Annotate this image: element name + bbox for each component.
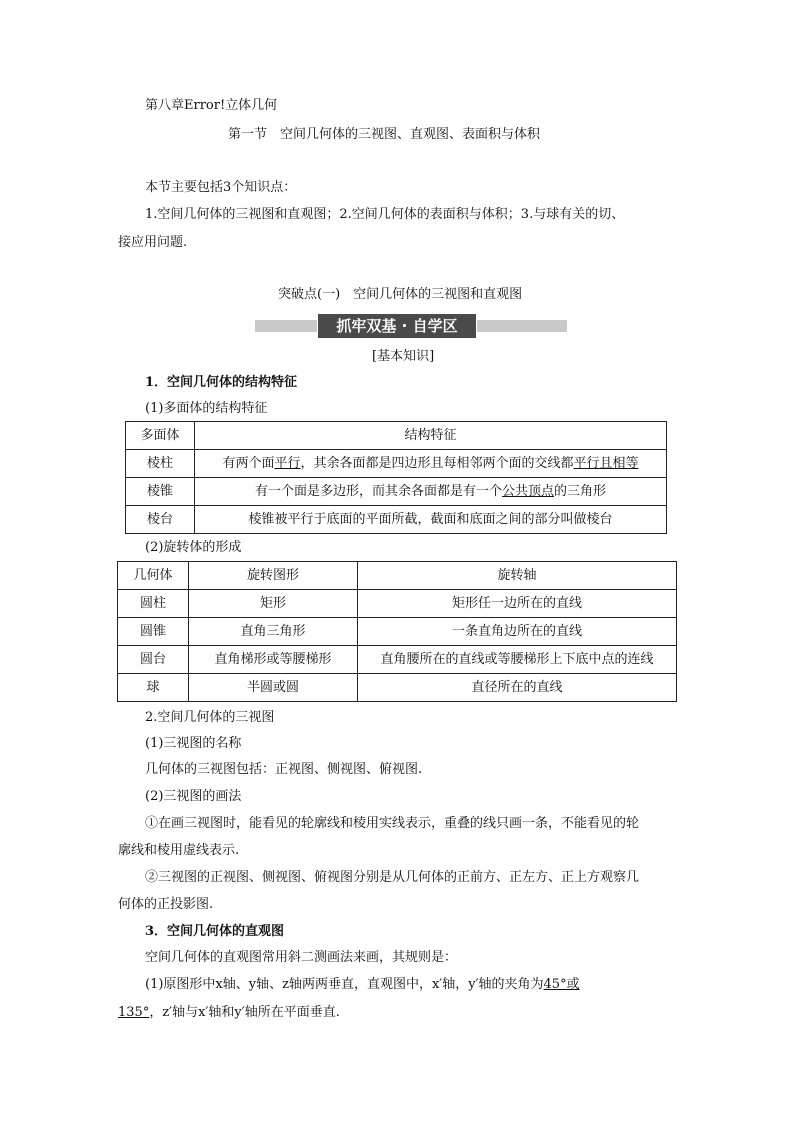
drawing-rule2-line2: 何体的正投影图. [118,897,214,912]
table-header-row [126,422,667,450]
heading-three-views: 2.空间几何体的三视图 [145,710,275,725]
table-cell: 球 [118,674,189,702]
feature-text: 有一个面是多边形，而其余各面都是有一个 [254,484,502,499]
table-header-cell: 结构特征 [195,422,667,450]
table-header-cell: 旋转图形 [189,562,358,590]
intro-points-line2: 接应用问题. [118,235,188,250]
table-cell-feature [195,478,667,506]
intuitive-rule1-line2 [118,1001,340,1020]
feature-underlined-text: 平行 [274,456,301,471]
polyhedron-table [125,421,667,534]
feature-text: 的三角形 [554,484,607,499]
three-view-names-text: 几何体的三视图包括：正视图、侧视图、俯视图. [145,762,423,777]
table-row [126,506,667,534]
intuitive-view-text: 空间几何体的直观图常用斜二测画法来画，其规则是： [145,950,458,965]
heading-intuitive-view: 3．空间几何体的直观图 [145,924,285,939]
table-cell-name: 棱柱 [126,450,195,478]
table-cell-name: 棱锥 [126,478,195,506]
rule-text: (1)原图形中x轴、y轴、z轴两两垂直，直观图中，x′轴，y′轴的夹角为 [145,977,544,992]
intro-points-line1: 1.空间几何体的三视图和直观图；2.空间几何体的表面积与体积；3.与球有关的切、 [145,207,625,222]
table-cell: 矩形 [189,590,358,618]
chapter-heading: 第八章Error!立体几何 [145,98,278,113]
subheading-polyhedron: (1)多面体的结构特征 [145,401,268,416]
table-row [126,478,667,506]
heading-structure: 1．空间几何体的结构特征 [145,375,298,390]
table-cell: 矩形任一边所在的直线 [358,590,677,618]
table-row [118,590,677,618]
rule-underlined-angle: 135° [118,1005,150,1020]
table-row [126,450,667,478]
feature-underlined-text: 平行且相等 [573,456,639,471]
table-cell: 圆锥 [118,618,189,646]
rule-text: ，z′轴与x′轴和y′轴所在平面垂直. [149,1005,340,1020]
table-cell: 圆柱 [118,590,189,618]
table-row [118,618,677,646]
table-cell: 圆台 [118,646,189,674]
table-cell: 直角三角形 [189,618,358,646]
drawing-rule2-line1: ②三视图的正视图、侧视图、俯视图分别是从几何体的正前方、正左方、正上方观察几 [145,870,640,885]
banner-left-bar [255,320,317,332]
feature-underlined-text: 公共顶点 [501,484,554,499]
drawing-rule1-line2: 廓线和棱用虚线表示. [118,843,240,858]
table-cell: 半圆或圆 [189,674,358,702]
subheading-three-view-names: (1)三视图的名称 [145,736,242,751]
subheading-three-view-drawing: (2)三视图的画法 [145,789,242,804]
breakthrough-title: 突破点(一) 空间几何体的三视图和直观图 [278,287,523,302]
feature-text: 有两个面 [222,456,275,471]
banner-right-bar [477,320,567,332]
section-title: 第一节 空间几何体的三视图、直观图、表面积与体积 [228,127,541,142]
subheading-rotation: (2)旋转体的形成 [145,540,242,555]
table-header-row [118,562,677,590]
table-header-cell: 旋转轴 [358,562,677,590]
table-header-cell: 几何体 [118,562,189,590]
intro-lead: 本节主要包括3个知识点： [145,180,297,195]
rule-underlined-angle: 45°或 [543,977,580,992]
table-header-cell: 多面体 [126,422,195,450]
table-cell: 一条直角边所在的直线 [358,618,677,646]
table-cell-name: 棱台 [126,506,195,534]
intuitive-rule1-line1 [145,973,580,992]
banner-self-study: 抓牢双基 · 自学区 [318,314,476,338]
feature-text: ，其余各面都是四边形且每相邻两个面的交线都 [300,456,574,471]
table-cell: 直角腰所在的直线或等腰梯形上下底中点的连线 [358,646,677,674]
table-row [118,646,677,674]
table-cell-feature [195,450,667,478]
drawing-rule1-line1: ①在画三视图时，能看见的轮廓线和棱用实线表示，重叠的线只画一条，不能看见的轮 [145,816,640,831]
rotation-table [117,561,677,702]
table-cell: 直角梯形或等腰梯形 [189,646,358,674]
table-cell-feature: 棱锥被平行于底面的平面所截，截面和底面之间的部分叫做棱台 [195,506,667,534]
basic-knowledge-label: [基本知识] [372,349,435,364]
table-cell: 直径所在的直线 [358,674,677,702]
table-row [118,674,677,702]
